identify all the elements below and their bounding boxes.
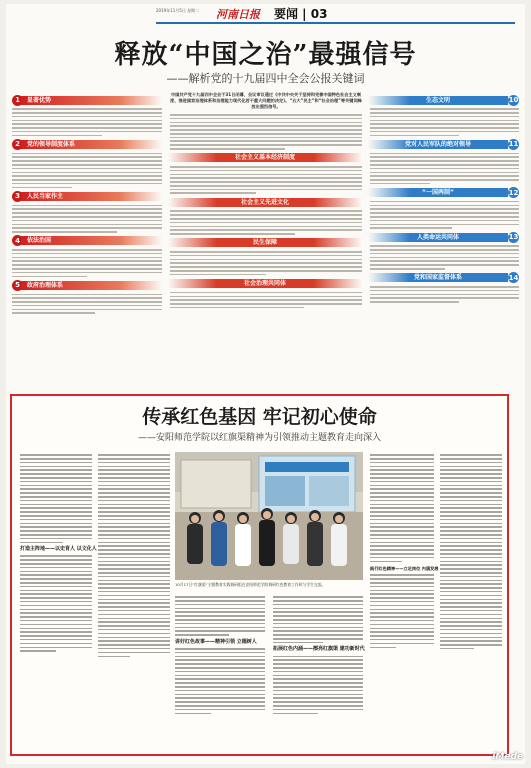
feature-col-5 xyxy=(370,452,439,650)
page-headline: 释放“中国之治”最强信号 xyxy=(114,40,417,70)
body-text xyxy=(98,454,170,657)
watermark-logo: iMede xyxy=(492,752,523,762)
body-text xyxy=(370,201,519,229)
section-heading: 党和国家监督体系 14 xyxy=(370,272,519,284)
feature-title: 传承红色基因 牢记初心使命 xyxy=(142,406,377,428)
body-text xyxy=(170,114,362,150)
feature-col-6 xyxy=(440,452,502,652)
body-text xyxy=(12,108,162,136)
issue-date: 2019年11月5日 星期二 xyxy=(156,8,200,13)
left-column xyxy=(12,92,162,316)
feature-photo xyxy=(175,452,363,580)
middle-column xyxy=(170,92,362,311)
body-text xyxy=(370,108,519,136)
section-heading: 社会主义先进文化 xyxy=(170,196,362,208)
section-heading: 社会治理共同体 xyxy=(170,278,362,290)
body-text xyxy=(170,251,362,275)
upper-articles xyxy=(12,92,519,392)
section-heading: 党对人民军队的绝对领导 11 xyxy=(370,138,519,150)
section-heading: 人类命运共同体 13 xyxy=(370,231,519,243)
section-heading: 5 政府治理体系 xyxy=(12,279,162,291)
featured-article xyxy=(10,394,509,756)
body-text xyxy=(12,294,162,315)
section-heading: 民生保障 xyxy=(170,237,362,249)
section-kicker: 讲好红色故事——精神引领 立德树人 xyxy=(175,638,257,645)
section-kicker: 拓展红色内涵——擦亮红旗渠 建功新时代 xyxy=(273,646,365,653)
body-text xyxy=(440,454,502,649)
body-text xyxy=(175,648,265,714)
body-text xyxy=(370,153,519,185)
section-kicker: 践行红色精神——立足岗位 内涵发展 xyxy=(370,566,439,572)
body-text xyxy=(170,210,362,234)
body-text xyxy=(370,454,434,562)
body-text xyxy=(20,454,92,543)
body-text xyxy=(370,286,519,303)
section-kicker: 打造主阵地——以史育人 以文化人 xyxy=(20,546,97,553)
section-heading: 4 依法治国 xyxy=(12,235,162,247)
section-label: 要闻 | 03 xyxy=(274,7,328,21)
feature-subtitle: ——安阳师范学院以红旗渠精神为引领推动主题教育走向深入 xyxy=(137,433,381,443)
masthead-rule xyxy=(156,22,515,24)
feature-col-4 xyxy=(273,594,363,716)
page-subhead: ——解析党的十九届四中全会公报关键词 xyxy=(166,72,365,85)
body-text xyxy=(370,574,434,648)
body-text xyxy=(273,596,363,643)
paper-name: 河南日报 xyxy=(216,8,260,21)
body-text xyxy=(273,656,363,714)
section-heading: 1 显著优势 xyxy=(12,94,162,106)
section-heading: “一国两制” 12 xyxy=(370,187,519,199)
feature-col-3 xyxy=(175,594,265,716)
body-text xyxy=(170,166,362,194)
body-text xyxy=(12,249,162,277)
feature-col-2 xyxy=(98,452,170,659)
right-column xyxy=(370,92,519,305)
body-text xyxy=(12,153,162,189)
photo-caption: 10月17日“红旗渠”主题教育实践调研组在安阳师范学院调研红色教育工作时与学生交流。 xyxy=(175,582,326,587)
body-text xyxy=(20,555,92,651)
section-heading: 生态文明 10 xyxy=(370,94,519,106)
body-text xyxy=(170,292,362,309)
body-text xyxy=(12,205,162,233)
section-heading: 社会主义基本经济制度 xyxy=(170,152,362,164)
section-heading: 3 人民当家作主 xyxy=(12,190,162,202)
feature-col-1 xyxy=(20,452,97,654)
body-text xyxy=(370,245,519,269)
body-text xyxy=(175,596,265,635)
section-heading: 2 党的领导制度体系 xyxy=(12,138,162,150)
masthead xyxy=(6,4,525,34)
intro-quote: 中国共产党十九届四中全会于31日闭幕，会议审议通过《中共中央关于坚持和完善中国特色社会主义制度、推进国家治理体系和治理能力现代化若干重大问题的决定》。“五大”民主”和“社会治理”等关键词释放出强烈信号。 xyxy=(170,92,362,109)
